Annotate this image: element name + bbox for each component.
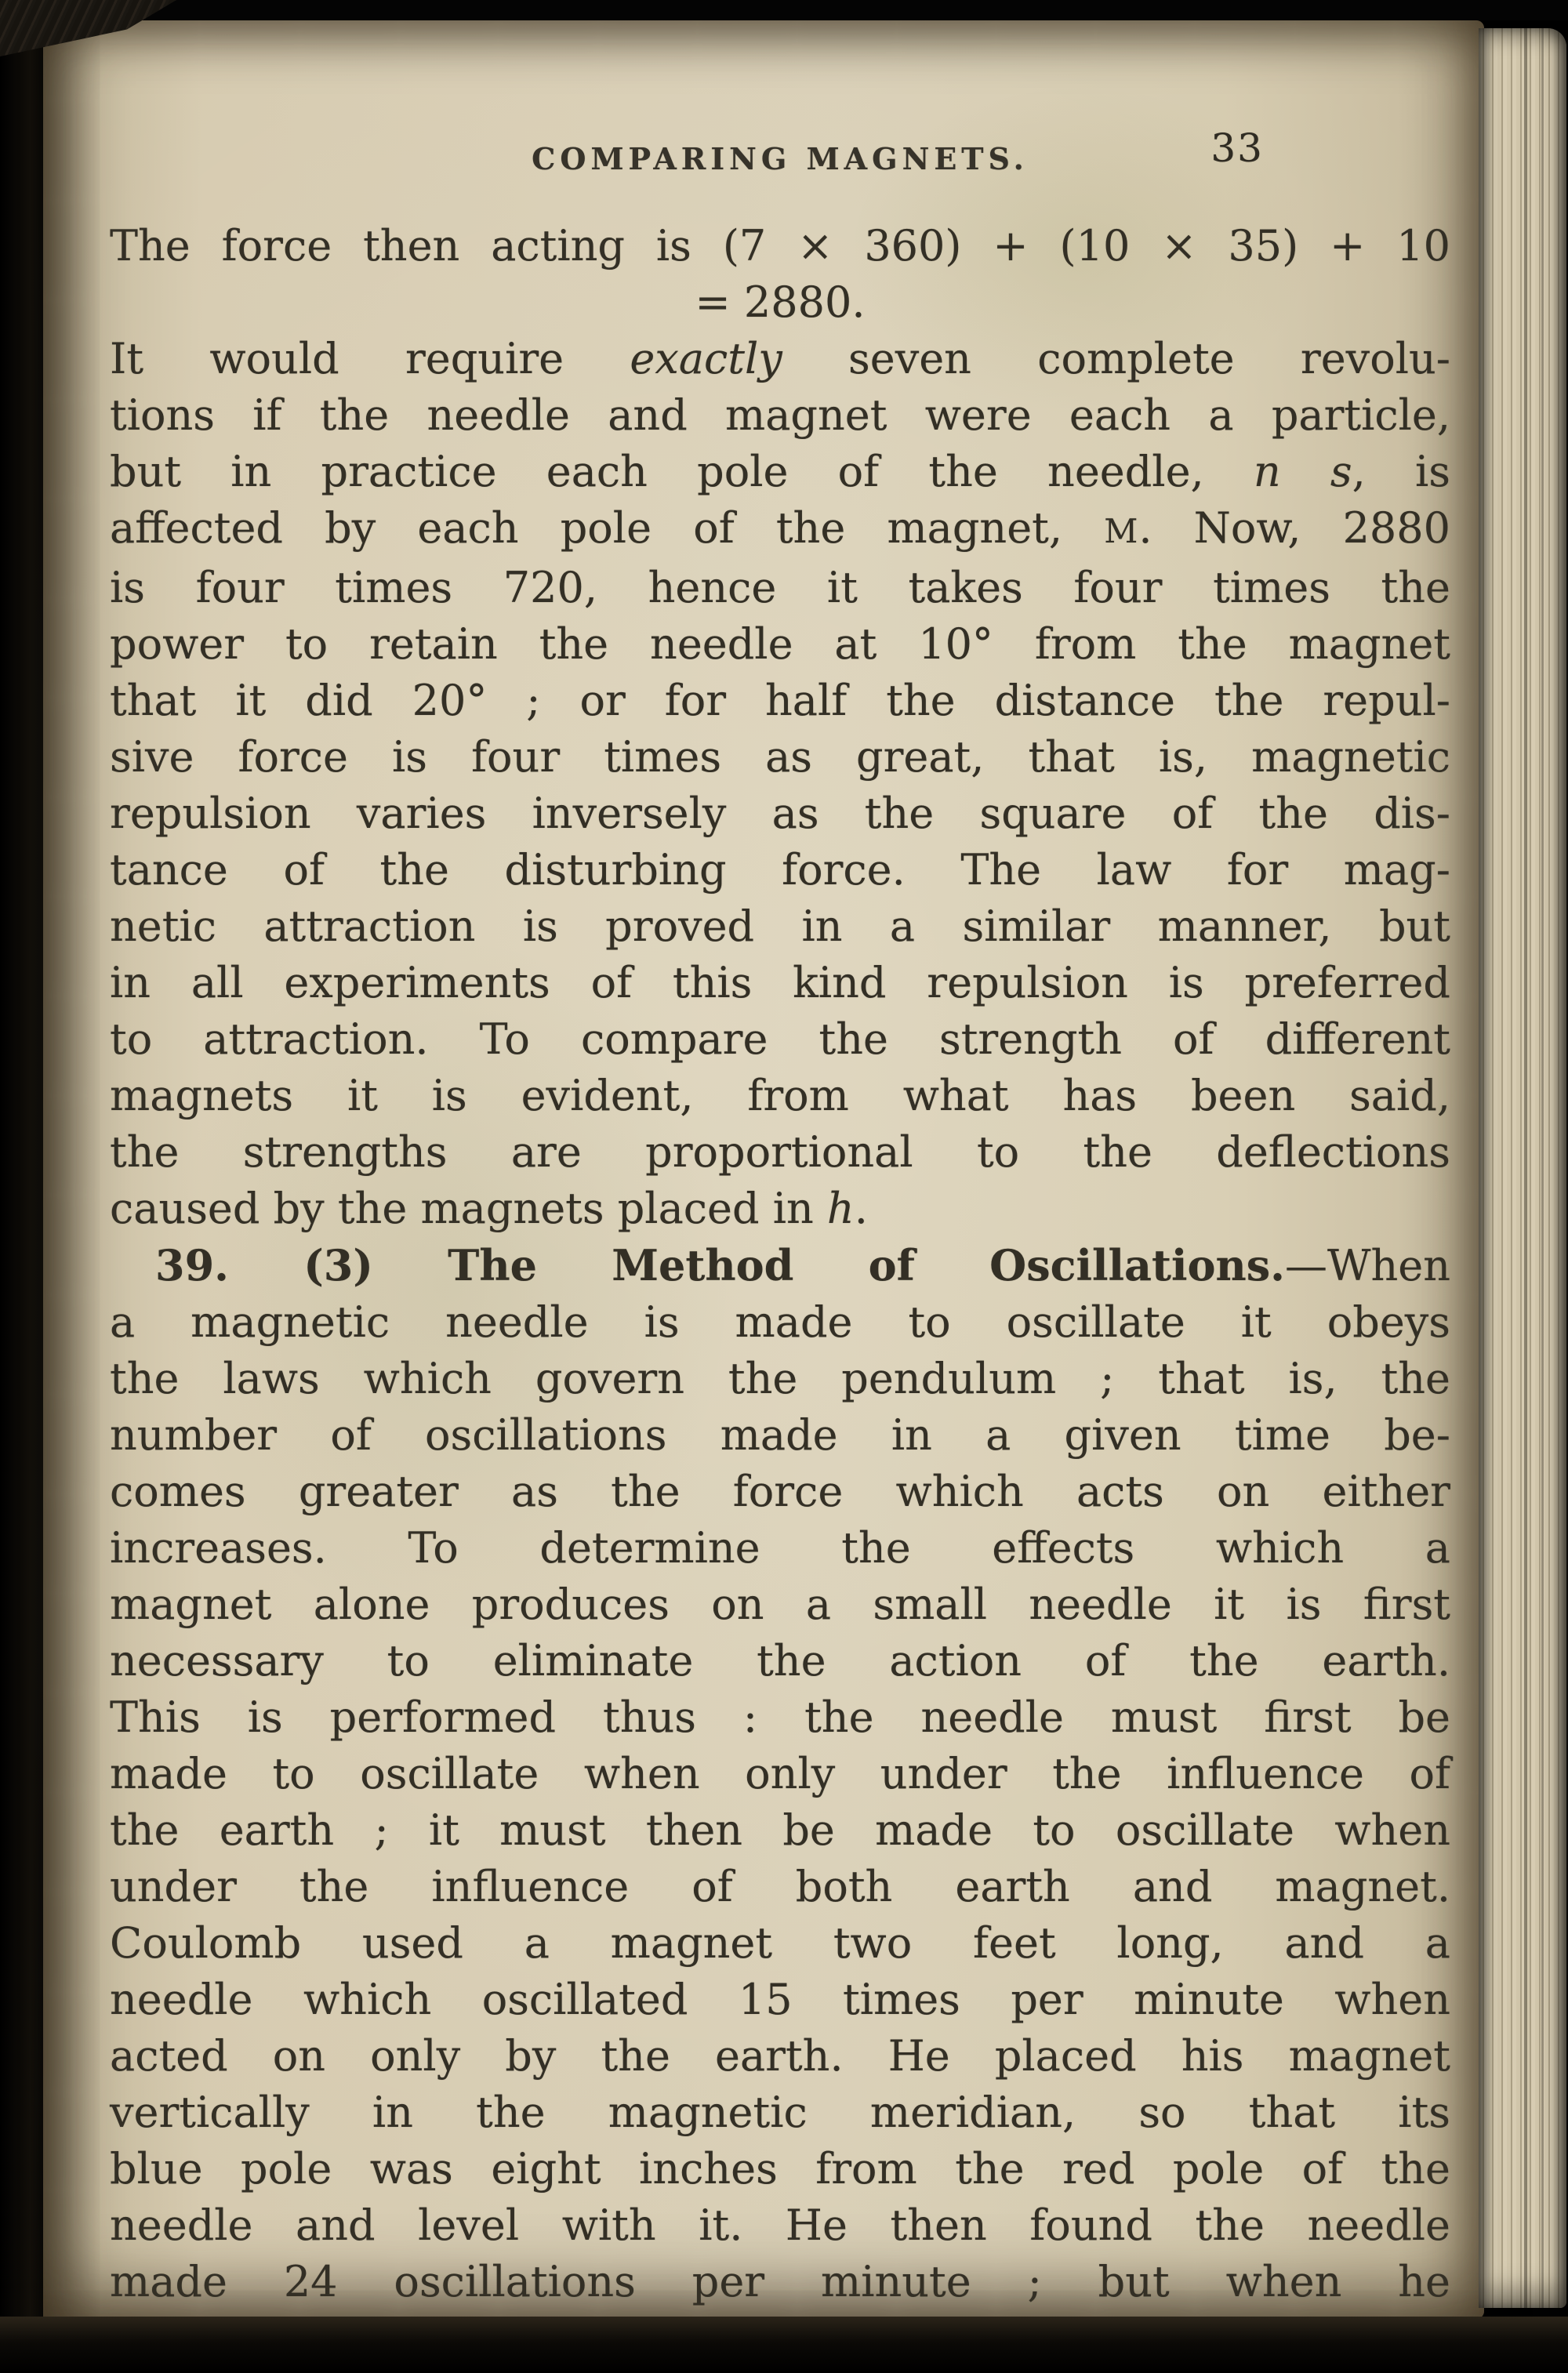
text-line <box>110 444 1450 500</box>
text-line <box>110 1689 1450 1746</box>
text-run: tance of the disturbing force. The law for mag- <box>110 845 1450 894</box>
text-run: , is <box>1352 447 1451 496</box>
text-run: under the influence of both earth and magnet. <box>110 1862 1450 1911</box>
text-run: increases. To determine the effects which a <box>110 1523 1450 1573</box>
text-line <box>110 2141 1450 2197</box>
running-head: COMPARING MAGNETS. <box>532 141 1029 176</box>
text-run: repulsion varies inversely as the square of the dis- <box>110 789 1450 838</box>
book-fore-edge-pages <box>1479 28 1566 2308</box>
text-line <box>110 1915 1450 1972</box>
text-run: magnet alone produces on a small needle it is first <box>110 1580 1450 1629</box>
text-line <box>110 1124 1450 1181</box>
text-line <box>110 2254 1450 2310</box>
text-run: a magnetic needle is made to oscillate it obeys <box>110 1297 1450 1347</box>
text-run: made 24 oscillations per minute ; but when he <box>110 2257 1450 2306</box>
equation-paragraph <box>110 218 1450 331</box>
text-run: in all experiments of this kind repulsion is preferred <box>110 958 1450 1007</box>
text-run: made to oscillate when only under the influence of <box>110 1749 1450 1798</box>
text-line <box>110 560 1450 616</box>
text-run: the earth ; it must then be made to oscillate when <box>110 1805 1450 1855</box>
text-run: Coulomb used a magnet two feet long, and a <box>110 1918 1450 1968</box>
text-line <box>110 1294 1450 1351</box>
text-run: caused by the magnets placed in <box>110 1184 827 1233</box>
text-line <box>110 1577 1450 1633</box>
text-line <box>110 616 1450 673</box>
text-line <box>110 1237 1450 1294</box>
text-line <box>110 1068 1450 1124</box>
text-line <box>110 673 1450 729</box>
text-block <box>110 218 1450 2310</box>
text-run: necessary to eliminate the action of the earth. <box>110 1636 1450 1685</box>
text-line <box>110 1351 1450 1407</box>
text-run: the strengths are proportional to the deflections <box>110 1127 1450 1177</box>
text-line <box>110 500 1450 560</box>
book-page <box>43 20 1484 2319</box>
text-run: needle which oscillated 15 times per minute when <box>110 1975 1450 2024</box>
text-run: It would require <box>110 334 630 383</box>
text-run: number of oscillations made in a given time be- <box>110 1410 1450 1460</box>
text-run: M <box>1104 512 1139 550</box>
text-line <box>110 1972 1450 2028</box>
text-line <box>110 218 1450 274</box>
bottom-background-strip <box>0 2317 1568 2373</box>
text-run: . <box>854 1184 868 1233</box>
text-run: The force then acting is (7 × 360) + (10 × 35) + 10 <box>110 221 1450 270</box>
text-run: netic attraction is proved in a similar manner, but <box>110 902 1450 951</box>
text-line <box>110 2197 1450 2254</box>
text-run: the laws which govern the pendulum ; that is, the <box>110 1354 1450 1403</box>
text-run: needle and level with it. He then found the needle <box>110 2201 1450 2250</box>
text-run: —When <box>1284 1241 1450 1290</box>
text-line <box>110 1859 1450 1915</box>
text-run: h <box>826 1184 855 1233</box>
text-line <box>110 898 1450 955</box>
text-run: . Now, 2880 <box>1138 503 1450 553</box>
text-run: power to retain the needle at 10° from the magnet <box>110 619 1450 669</box>
text-run: affected by each pole of the magnet, <box>110 503 1105 553</box>
text-run: vertically in the magnetic meridian, so that its <box>110 2088 1450 2137</box>
text-run: exactly <box>630 334 782 383</box>
text-run: magnets it is evident, from what has been said, <box>110 1071 1450 1120</box>
text-line <box>110 2085 1450 2141</box>
text-line <box>110 1011 1450 1068</box>
text-run: = 2880. <box>695 278 866 327</box>
text-run: that it did 20° ; or for half the distance the repul- <box>110 676 1450 725</box>
text-run: acted on only by the earth. He placed his magnet <box>110 2031 1450 2081</box>
page-number: 33 <box>1210 125 1264 171</box>
text-line <box>110 2028 1450 2085</box>
text-line <box>110 842 1450 898</box>
text-line <box>110 786 1450 842</box>
text-run: This is performed thus : the needle must first be <box>110 1693 1450 1742</box>
text-run: blue pole was eight inches from the red pole of the <box>110 2144 1450 2193</box>
text-run: sive force is four times as great, that is, magnetic <box>110 732 1450 782</box>
text-run: but in practice each pole of the needle, <box>110 447 1254 496</box>
text-run: 39. (3) The Method of Oscillations. <box>155 1240 1285 1290</box>
paragraph-repulsion-law <box>110 331 1450 1237</box>
text-line <box>110 1407 1450 1464</box>
text-line <box>110 955 1450 1011</box>
text-line <box>110 274 1450 331</box>
text-line <box>110 1746 1450 1802</box>
text-run: comes greater as the force which acts on either <box>110 1467 1450 1516</box>
text-line <box>110 1633 1450 1689</box>
text-run: to attraction. To compare the strength of different <box>110 1014 1450 1064</box>
text-line <box>110 1181 1450 1237</box>
text-line <box>110 387 1450 444</box>
text-run: seven complete revolu- <box>782 334 1450 383</box>
page-header <box>110 125 1450 207</box>
top-background-strip <box>0 0 1568 20</box>
text-line <box>110 331 1450 387</box>
text-run: tions if the needle and magnet were each a particle, <box>110 390 1450 440</box>
paragraph-method-of-oscillations <box>110 1237 1450 2310</box>
text-line <box>110 729 1450 786</box>
text-line <box>110 1802 1450 1859</box>
text-run: n s <box>1253 447 1352 496</box>
text-run: is four times 720, hence it takes four times the <box>110 563 1450 612</box>
text-line <box>110 1464 1450 1520</box>
text-line <box>110 1520 1450 1577</box>
